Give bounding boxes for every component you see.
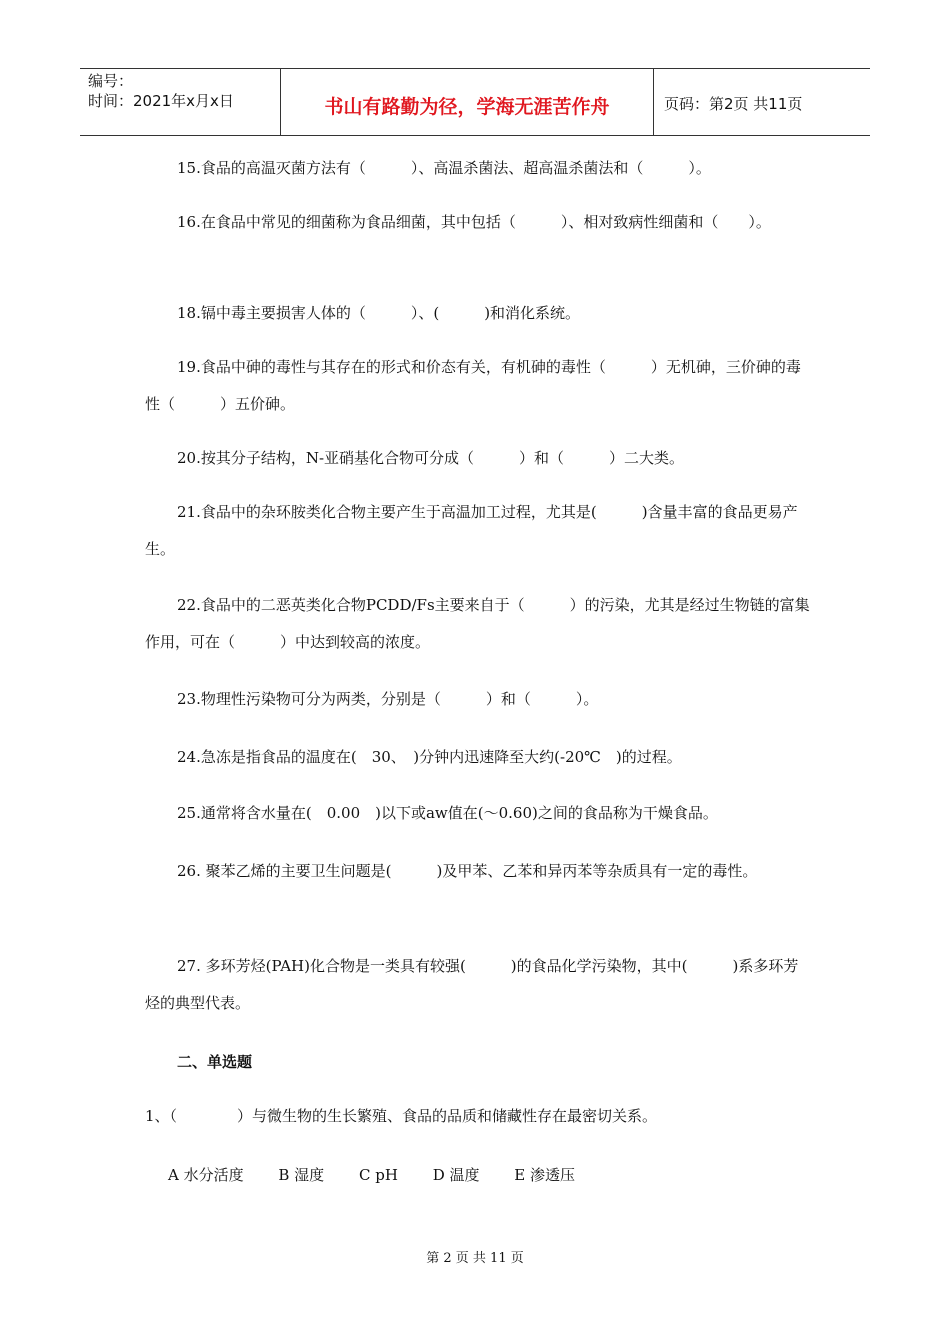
question-27: 27. 多环芳烃(PAH)化合物是一类具有较强( )的食品化学污染物，其中( )系多环芳烃的典型代表。 xyxy=(145,957,799,1012)
time-label: 时间：2021年x月x日 xyxy=(88,92,234,110)
option-c: C pH xyxy=(358,1166,398,1184)
question-15: 15.食品的高温灭菌方法有（ ）、高温杀菌法、超高温杀菌法和（ ）。 xyxy=(177,159,711,177)
question-21: 21.食品中的杂环胺类化合物主要产生于高温加工过程，尤其是( )含量丰富的食品更易产生。 xyxy=(145,503,798,558)
page-footer: 第 2 页 共 11 页 xyxy=(426,1251,524,1266)
question-23: 23.物理性污染物可分为两类，分别是（ ）和（ ）。 xyxy=(177,690,599,708)
question-22: 22.食品中的二恶英类化合物PCDD/Fs主要来自于（ ）的污染，尤其是经过生物链的富集作用，可在（ ）中达到较高的浓度。 xyxy=(145,596,810,651)
question-20: 20.按其分子结构，N-亚硝基化合物可分成（ ）和（ ）二大类。 xyxy=(177,449,685,467)
question-16: 16.在食品中常见的细菌称为食品细菌，其中包括（ ）、相对致病性细菌和（ ）。 xyxy=(177,213,771,231)
question-25: 25.通常将含水量在( 0.00 )以下或aw值在(～0.60)之间的食品称为干燥食品。 xyxy=(177,804,718,822)
question-18: 18.镉中毒主要损害人体的（ ）、( )和消化系统。 xyxy=(177,304,581,322)
option-d: D 温度 xyxy=(432,1166,480,1184)
question-19: 19.食品中砷的毒性与其存在的形式和价态有关，有机砷的毒性（ ）无机砷，三价砷的毒性（ ）五价砷。 xyxy=(145,358,801,413)
page-header xyxy=(80,68,870,136)
page-label: 页码：第2页 共11页 xyxy=(664,94,803,113)
mcq-options xyxy=(168,1164,605,1185)
section-title: 二、单选题 xyxy=(177,1053,253,1071)
mcq-question: 1、（ ）与微生物的生长繁殖、食品的品质和储藏性存在最密切关系。 xyxy=(145,1107,658,1125)
option-a: A 水分活度 xyxy=(168,1166,244,1184)
header-left-cell xyxy=(80,69,281,135)
question-26: 26. 聚苯乙烯的主要卫生问题是( )及甲苯、乙苯和异丙苯等杂质具有一定的毒性。 xyxy=(177,862,758,880)
number-label: 编号： xyxy=(88,72,134,90)
option-b: B 湿度 xyxy=(278,1166,325,1184)
question-24: 24.急冻是指食品的温度在( 30、 )分钟内迅速降至大约(-20℃ )的过程。 xyxy=(177,748,682,766)
motto: 书山有路勤为径，学海无涯苦作舟 xyxy=(281,69,654,135)
option-e: E 渗透压 xyxy=(514,1166,575,1184)
